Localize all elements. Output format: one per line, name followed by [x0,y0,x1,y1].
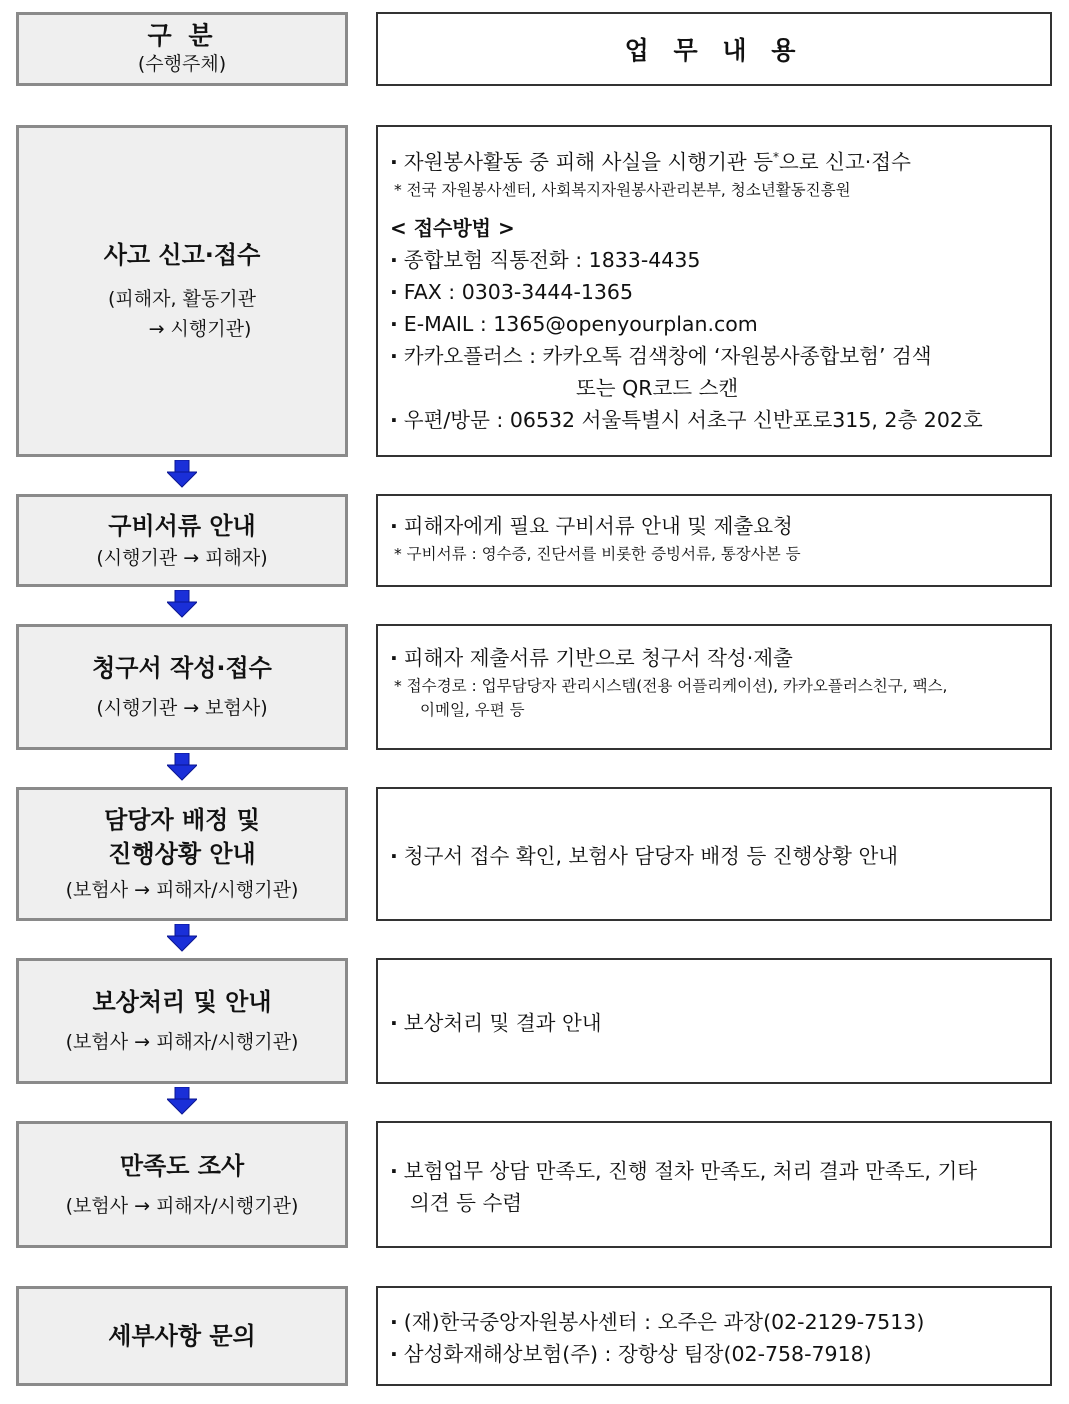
header-left-title: 구 분 [147,21,217,50]
method-kakao-cont: 또는 QR코드 스캔 [576,375,739,400]
step-compensation-right [376,958,1052,1084]
step-report-title: 사고 신고·접수 [103,241,261,269]
step-claim-line: · 피해자 제출서류 기반으로 청구서 작성·제출 [390,642,1038,674]
step-assign-right [376,787,1052,921]
step-report-left [16,125,348,457]
step-claim-left [16,624,348,750]
down-arrow-icon [167,924,197,952]
contact-title: 세부사항 문의 [108,1322,256,1350]
contact-left [16,1286,348,1386]
down-arrow-icon [167,590,197,618]
down-arrow-icon [167,460,197,488]
contact-center: · (재)한국중앙자원봉사센터 : 오주은 과장(02-2129-7513) [390,1306,1038,1338]
step-survey-title: 만족도 조사 [119,1151,245,1180]
step-claim-right [376,624,1052,750]
contact-insurer: · 삼성화재해상보험(주) : 장항상 팀장(02-758-7918) [390,1338,1038,1370]
step-survey-sub: (보험사 → 피해자/시행기관) [65,1194,299,1217]
method-email: · E-MAIL : 1365@openyourplan.com [390,308,1038,340]
down-arrow-icon [167,1087,197,1115]
step-documents-sub: (시행기관 → 피해자) [96,546,268,569]
header-right-title: 업 무 내 용 [624,36,804,65]
step-survey-left [16,1121,348,1248]
contact-right [376,1286,1052,1386]
step-report-line-text: 자원봉사활동 중 피해 사실을 시행기관 등 [403,149,774,174]
method-mail-visit: · 우편/방문 : 06532 서울특별시 서초구 신반포로315, 2층 202호 [390,404,1038,436]
step-claim-note-cont: 이메일, 우편 등 [420,701,525,719]
header-left-box [16,12,348,86]
step-documents-left [16,494,348,587]
step-compensation-left [16,958,348,1084]
step-compensation-line: · 보상처리 및 결과 안내 [390,1007,1038,1039]
method-fax: · FAX : 0303-3444-1365 [390,276,1038,308]
footnote-mark: * [773,150,780,164]
step-report-line-tail: 으로 신고·접수 [779,149,911,174]
step-documents-note: * 구비서류 : 영수증, 진단서를 비롯한 증빙서류, 통장사본 등 [394,545,801,563]
step-assign-title1: 담당자 배정 및 [104,806,260,834]
step-claim-title: 청구서 작성·접수 [92,654,272,682]
step-survey-line: · 보험업무 상담 만족도, 진행 절차 만족도, 처리 결과 만족도, 기타 [390,1155,1038,1187]
down-arrow-icon [167,753,197,781]
step-survey-right [376,1121,1052,1248]
step-assign-line: · 청구서 접수 확인, 보험사 담당자 배정 등 진행상황 안내 [390,840,1038,872]
step-survey-line-cont: 의견 등 수렴 [410,1190,523,1215]
step-claim-note: * 접수경로 : 업무담당자 관리시스템(전용 어플리케이션), 카카오플러스친구, 팩스, [394,677,948,695]
method-phone: · 종합보험 직통전화 : 1833-4435 [390,244,1038,276]
header-left-sub: (수행주체) [137,53,227,75]
step-documents-right [376,494,1052,587]
step-report-right [376,125,1052,457]
step-report-line [390,141,1038,178]
step-report-sub1: (피해자, 활동기관 [108,288,256,310]
method-kakao: · 카카오플러스 : 카카오톡 검색창에 ‘자원봉사종합보험’ 검색 [390,340,1038,372]
step-compensation-title: 보상처리 및 안내 [92,988,272,1016]
step-compensation-sub: (보험사 → 피해자/시행기관) [65,1031,299,1053]
step-documents-line: · 피해자에게 필요 구비서류 안내 및 제출요청 [390,510,1038,542]
step-report-note: * 전국 자원봉사센터, 사회복지자원봉사관리본부, 청소년활동진흥원 [394,180,851,199]
step-assign-left [16,787,348,921]
step-claim-sub: (시행기관 → 보험사) [96,697,268,719]
header-right-box [376,12,1052,86]
step-assign-title2: 진행상황 안내 [108,840,256,868]
step-documents-title: 구비서류 안내 [108,511,256,540]
methods-title: < 접수방법 > [390,215,515,240]
step-assign-sub: (보험사 → 피해자/시행기관) [65,879,299,901]
step-report-sub2: → 시행기관) [148,318,252,340]
